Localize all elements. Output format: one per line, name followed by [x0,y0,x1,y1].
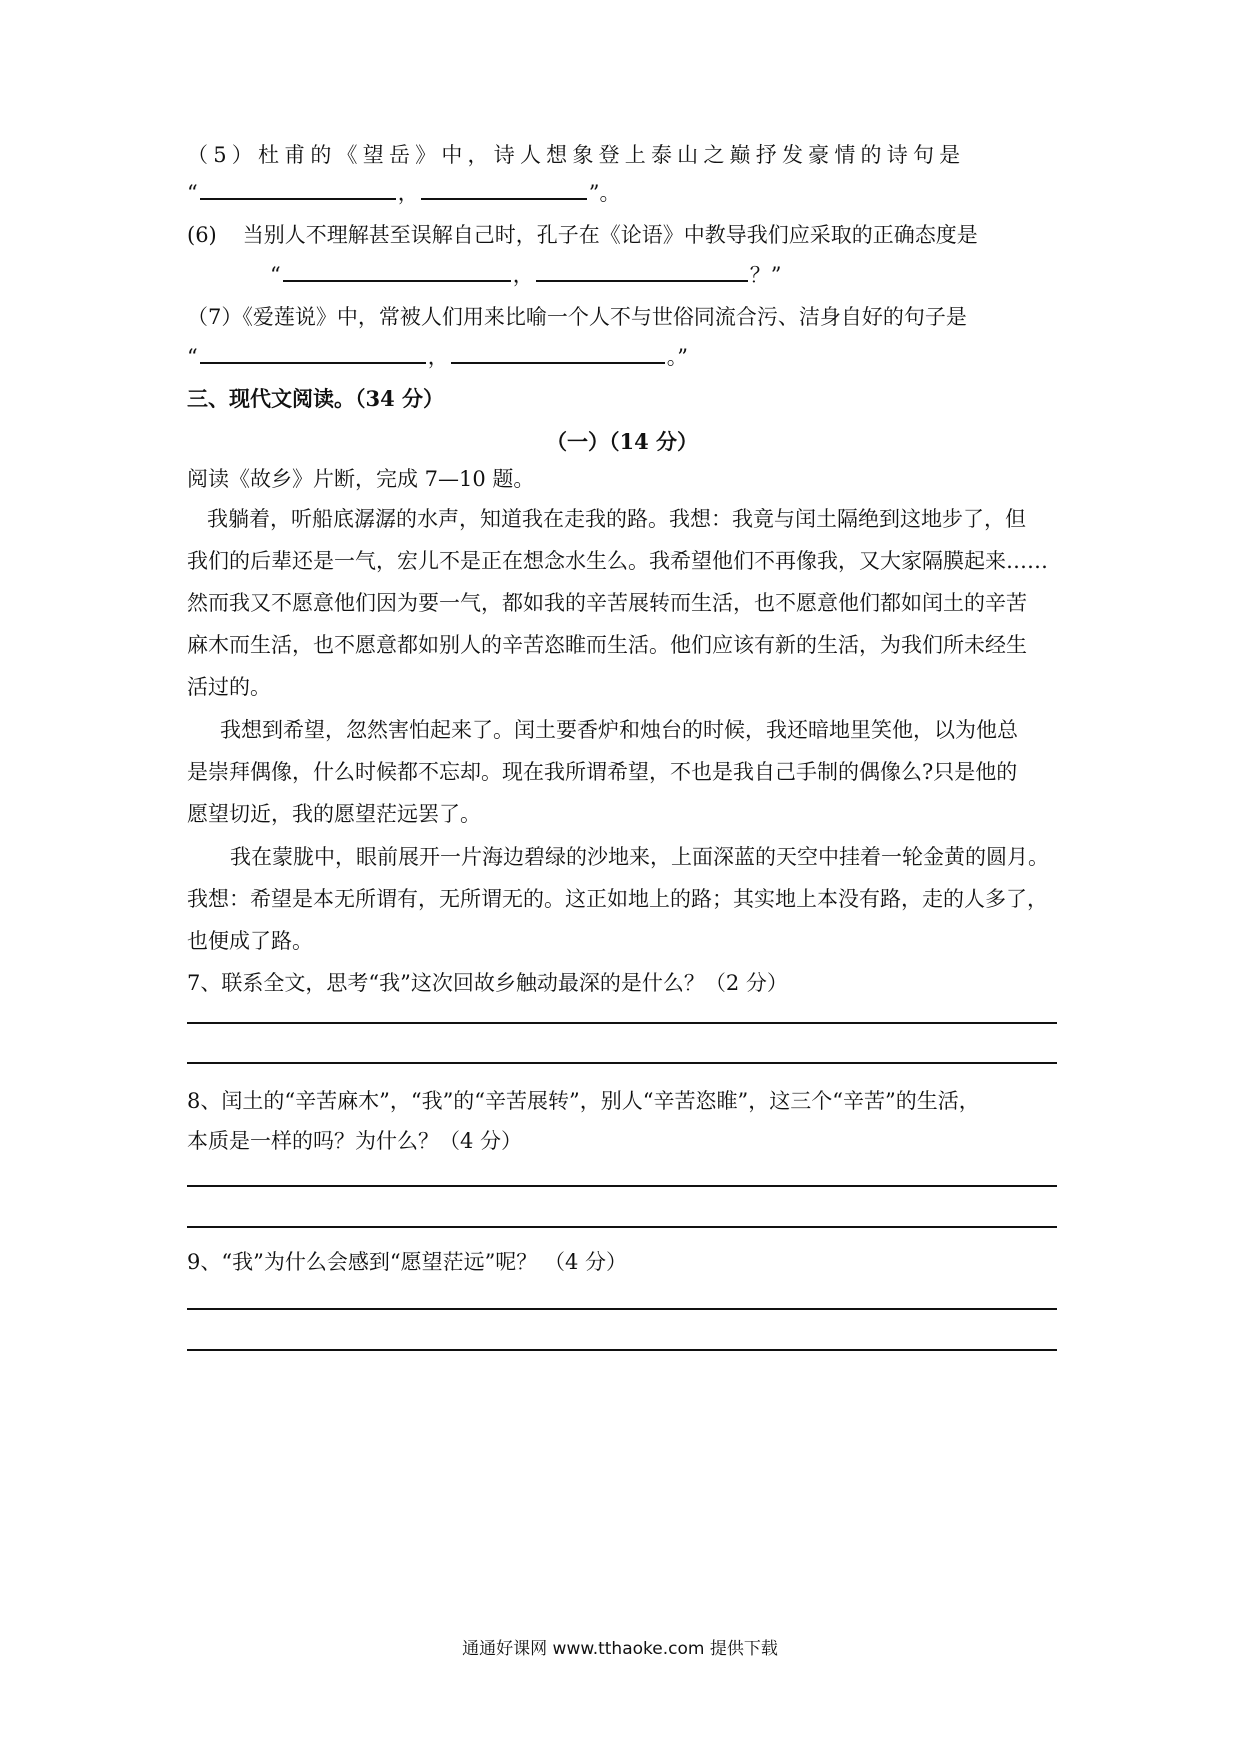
passage-line: 麻木而生活，也不愿意都如别人的辛苦恣睢而生活。他们应该有新的生活，为我们所未经生 [187,633,1027,657]
q8-answer-line-1[interactable] [187,1185,1057,1187]
passage-line: 我在蒙胧中，眼前展开一片海边碧绿的沙地来，上面深蓝的天空中挂着一轮金黄的圆月。 [230,845,1049,869]
q6-close: ？” [749,263,782,287]
q7-poem-close: 。” [666,345,688,369]
q7-poem-open-quote: “ [187,345,198,369]
question-7: 7、联系全文，思考“我”这次回故乡触动最深的是什么？（2 分） [187,971,788,995]
section-3-title: 三、现代文阅读。（34 分） [187,386,445,411]
part-1-instruction: 阅读《故乡》片断，完成 7—10 题。 [187,467,535,491]
question-8-line-1: 8、闰土的“辛苦麻木”，“我”的“辛苦展转”，别人“辛苦恣睢”，这三个“辛苦”的生活， [187,1089,980,1113]
footer-text: 通通好课网 www.tthaoke.com 提供下载 [462,1639,778,1659]
q5-close: ”。 [588,181,621,205]
q7-poem-answer-row [187,342,1057,372]
q7-poem-blank-2[interactable] [451,342,665,364]
q5-blank-1[interactable] [200,178,396,200]
q9-answer-line-1[interactable] [187,1308,1057,1310]
q7-answer-line-1[interactable] [187,1022,1057,1024]
question-9: 9、“我”为什么会感到“愿望茫远”呢？ （4 分） [187,1250,628,1274]
q6-prompt: 当别人不理解甚至误解自己时，孔子在《论语》中教导我们应采取的正确态度是 [242,223,978,247]
q7-poem-blank-1[interactable] [200,342,426,364]
q5-prompt: （5）杜甫的《望岳》中，诗人想象登上泰山之巅抒发豪情的诗句是 [187,143,966,167]
passage-line: 我想到希望，忽然害怕起来了。闰土要香炉和烛台的时候，我还暗地里笑他，以为他总 [220,718,1018,742]
q6-open-quote: “ [270,263,281,287]
question-8-line-2: 本质是一样的吗？为什么？（4 分） [187,1129,523,1153]
passage-line: 是崇拜偶像，什么时候都不忘却。现在我所谓希望，不也是我自己手制的偶像么?只是他的 [187,760,1018,784]
q7-poem-comma: ， [427,345,449,369]
passage-line: 愿望切近，我的愿望茫远罢了。 [187,802,481,826]
passage-line: 活过的。 [187,675,271,699]
q5-blank-2[interactable] [421,178,587,200]
q8-answer-line-2[interactable] [187,1226,1057,1228]
passage-line: 我们的后辈还是一气，宏儿不是正在想念水生么。我希望他们不再像我，又大家隔膜起来…… [187,549,1048,573]
passage-line: 然而我又不愿意他们因为要一气，都如我的辛苦展转而生活，也不愿意他们都如闰土的辛苦 [187,591,1027,615]
q6-blank-1[interactable] [283,260,511,282]
q6-prompt-row [187,220,1057,250]
passage-line: 我躺着，听船底潺潺的水声，知道我在走我的路。我想：我竟与闰土隔绝到这地步了，但 [207,507,1026,531]
passage-line: 也便成了路。 [187,929,313,953]
q6-blank-2[interactable] [536,260,748,282]
q7-answer-line-2[interactable] [187,1062,1057,1064]
passage-line: 我想：希望是本无所谓有，无所谓无的。这正如地上的路；其实地上本没有路，走的人多了， [187,887,1048,911]
q9-answer-line-2[interactable] [187,1349,1057,1351]
q5-answer-row [187,178,1057,208]
part-1-heading: （一）（14 分） [545,429,699,454]
q5-open-quote: “ [187,181,198,205]
q6-number: (6) [187,223,217,247]
q6-answer-row [270,260,1140,290]
q5-comma: ， [397,181,419,205]
q6-comma: ， [512,263,534,287]
q7-poem-prompt: （7）《爱莲说》中，常被人们用来比喻一个人不与世俗同流合污、洁身自好的句子是 [187,305,967,329]
